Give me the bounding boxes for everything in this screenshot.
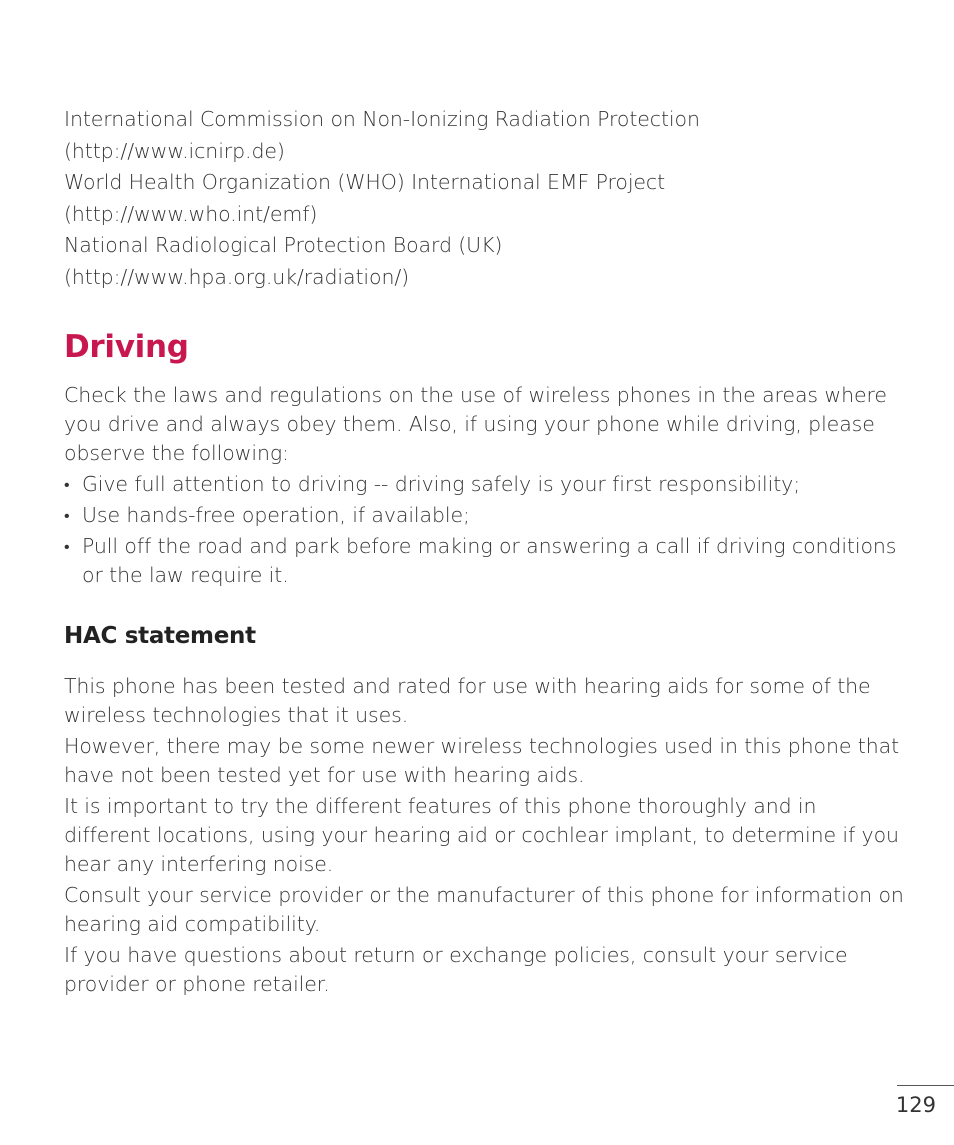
bullet-item: • Pull off the road and park before making or answering a call if driving conditions or the law require it. <box>64 532 904 590</box>
page-number-rule <box>897 1085 954 1086</box>
hac-paragraph: Consult your service provider or the manufacturer of this phone for information on hearing aid compatibility. <box>64 883 904 936</box>
document-page <box>64 104 904 1001</box>
hac-body <box>64 672 904 999</box>
driving-heading: Driving <box>64 329 189 365</box>
page-number: 129 <box>895 1093 936 1117</box>
reference-url: (http://www.icnirp.de) <box>64 138 285 163</box>
hac-paragraph: This phone has been tested and rated for use with hearing aids for some of the wireless technologies that it uses. <box>64 674 871 727</box>
hac-paragraph: It is important to try the different features of this phone thoroughly and in different locations, using your hearing aid or cochlear implant, to determine if you hear any interfering noise. <box>64 794 899 876</box>
driving-intro: Check the laws and regulations on the use of wireless phones in the areas where you drive and always obey them. Also, if using your phone while driving, please observe the following: <box>64 383 887 465</box>
references-list <box>64 104 904 293</box>
reference-line: International Commission on Non-Ionizing Radiation Protection <box>64 107 700 131</box>
hac-heading: HAC statement <box>64 623 256 649</box>
reference-line: World Health Organization (WHO) International EMF Project <box>64 170 666 194</box>
hac-paragraph: However, there may be some newer wireless technologies used in this phone that have not been tested yet for use with hearing aids. <box>64 734 900 787</box>
reference-line: National Radiological Protection Board (UK) <box>64 233 503 257</box>
reference-url: (http://www.hpa.org.uk/radiation/) <box>64 264 410 289</box>
driving-bullet-list <box>64 470 904 590</box>
bullet-item: • Use hands-free operation, if available; <box>64 501 904 530</box>
bullet-item: • Give full attention to driving -- driving safely is your first responsibility; <box>64 470 904 499</box>
reference-url: (http://www.who.int/emf) <box>64 201 318 226</box>
hac-paragraph: If you have questions about return or exchange policies, consult your service provider or phone retailer. <box>64 943 848 996</box>
